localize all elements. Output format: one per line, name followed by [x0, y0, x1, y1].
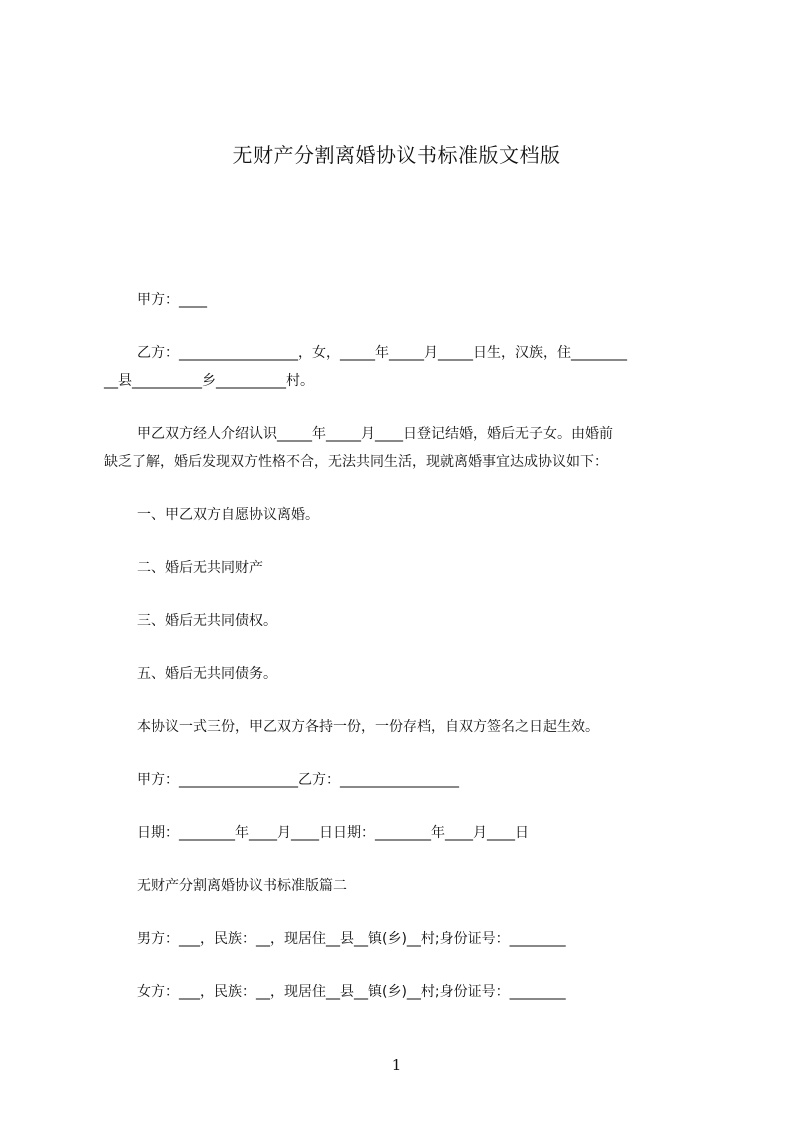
- section-two-heading: 无财产分割离婚协议书标准版篇二: [137, 878, 347, 894]
- party-a-line: 甲方：____: [137, 292, 207, 308]
- party-b-line: 乙方：_________________，女，_____年_____月_____日生，汉族，住________: [137, 345, 627, 361]
- marriage-paragraph-line-2: 缺乏了解，婚后发现双方性格不合，无法共同生活，现就离婚事宜达成协议如下：: [104, 454, 608, 470]
- husband-info-line: 男方：___，民族：__，现居住__县__镇(乡)__村;身份证号：________: [137, 931, 566, 947]
- signature-line: 甲方：_________________乙方：_________________: [137, 772, 459, 788]
- clause-3: 三、婚后无共同债权。: [137, 613, 277, 629]
- wife-info-line: 女方：___，民族：__，现居住__县__镇(乡)__村;身份证号：________: [137, 984, 566, 1000]
- marriage-paragraph-line-1: 甲乙双方经人介绍认识_____年_____月____日登记结婚，婚后无子女。由婚前: [137, 426, 613, 442]
- clause-5: 五、婚后无共同债务。: [137, 666, 277, 682]
- document-title: 无财产分割离婚协议书标准版文档版: [232, 143, 561, 167]
- date-line: 日期：________年____月____日日期：________年____月____日: [137, 825, 529, 841]
- clause-2: 二、婚后无共同财产: [137, 560, 263, 576]
- page-number: 1: [391, 1056, 402, 1074]
- clause-1: 一、甲乙双方自愿协议离婚。: [137, 507, 319, 523]
- party-b-address-line: __县__________乡__________村。: [104, 373, 314, 389]
- copies-statement: 本协议一式三份，甲乙双方各持一份，一份存档，自双方签名之日起生效。: [137, 719, 599, 735]
